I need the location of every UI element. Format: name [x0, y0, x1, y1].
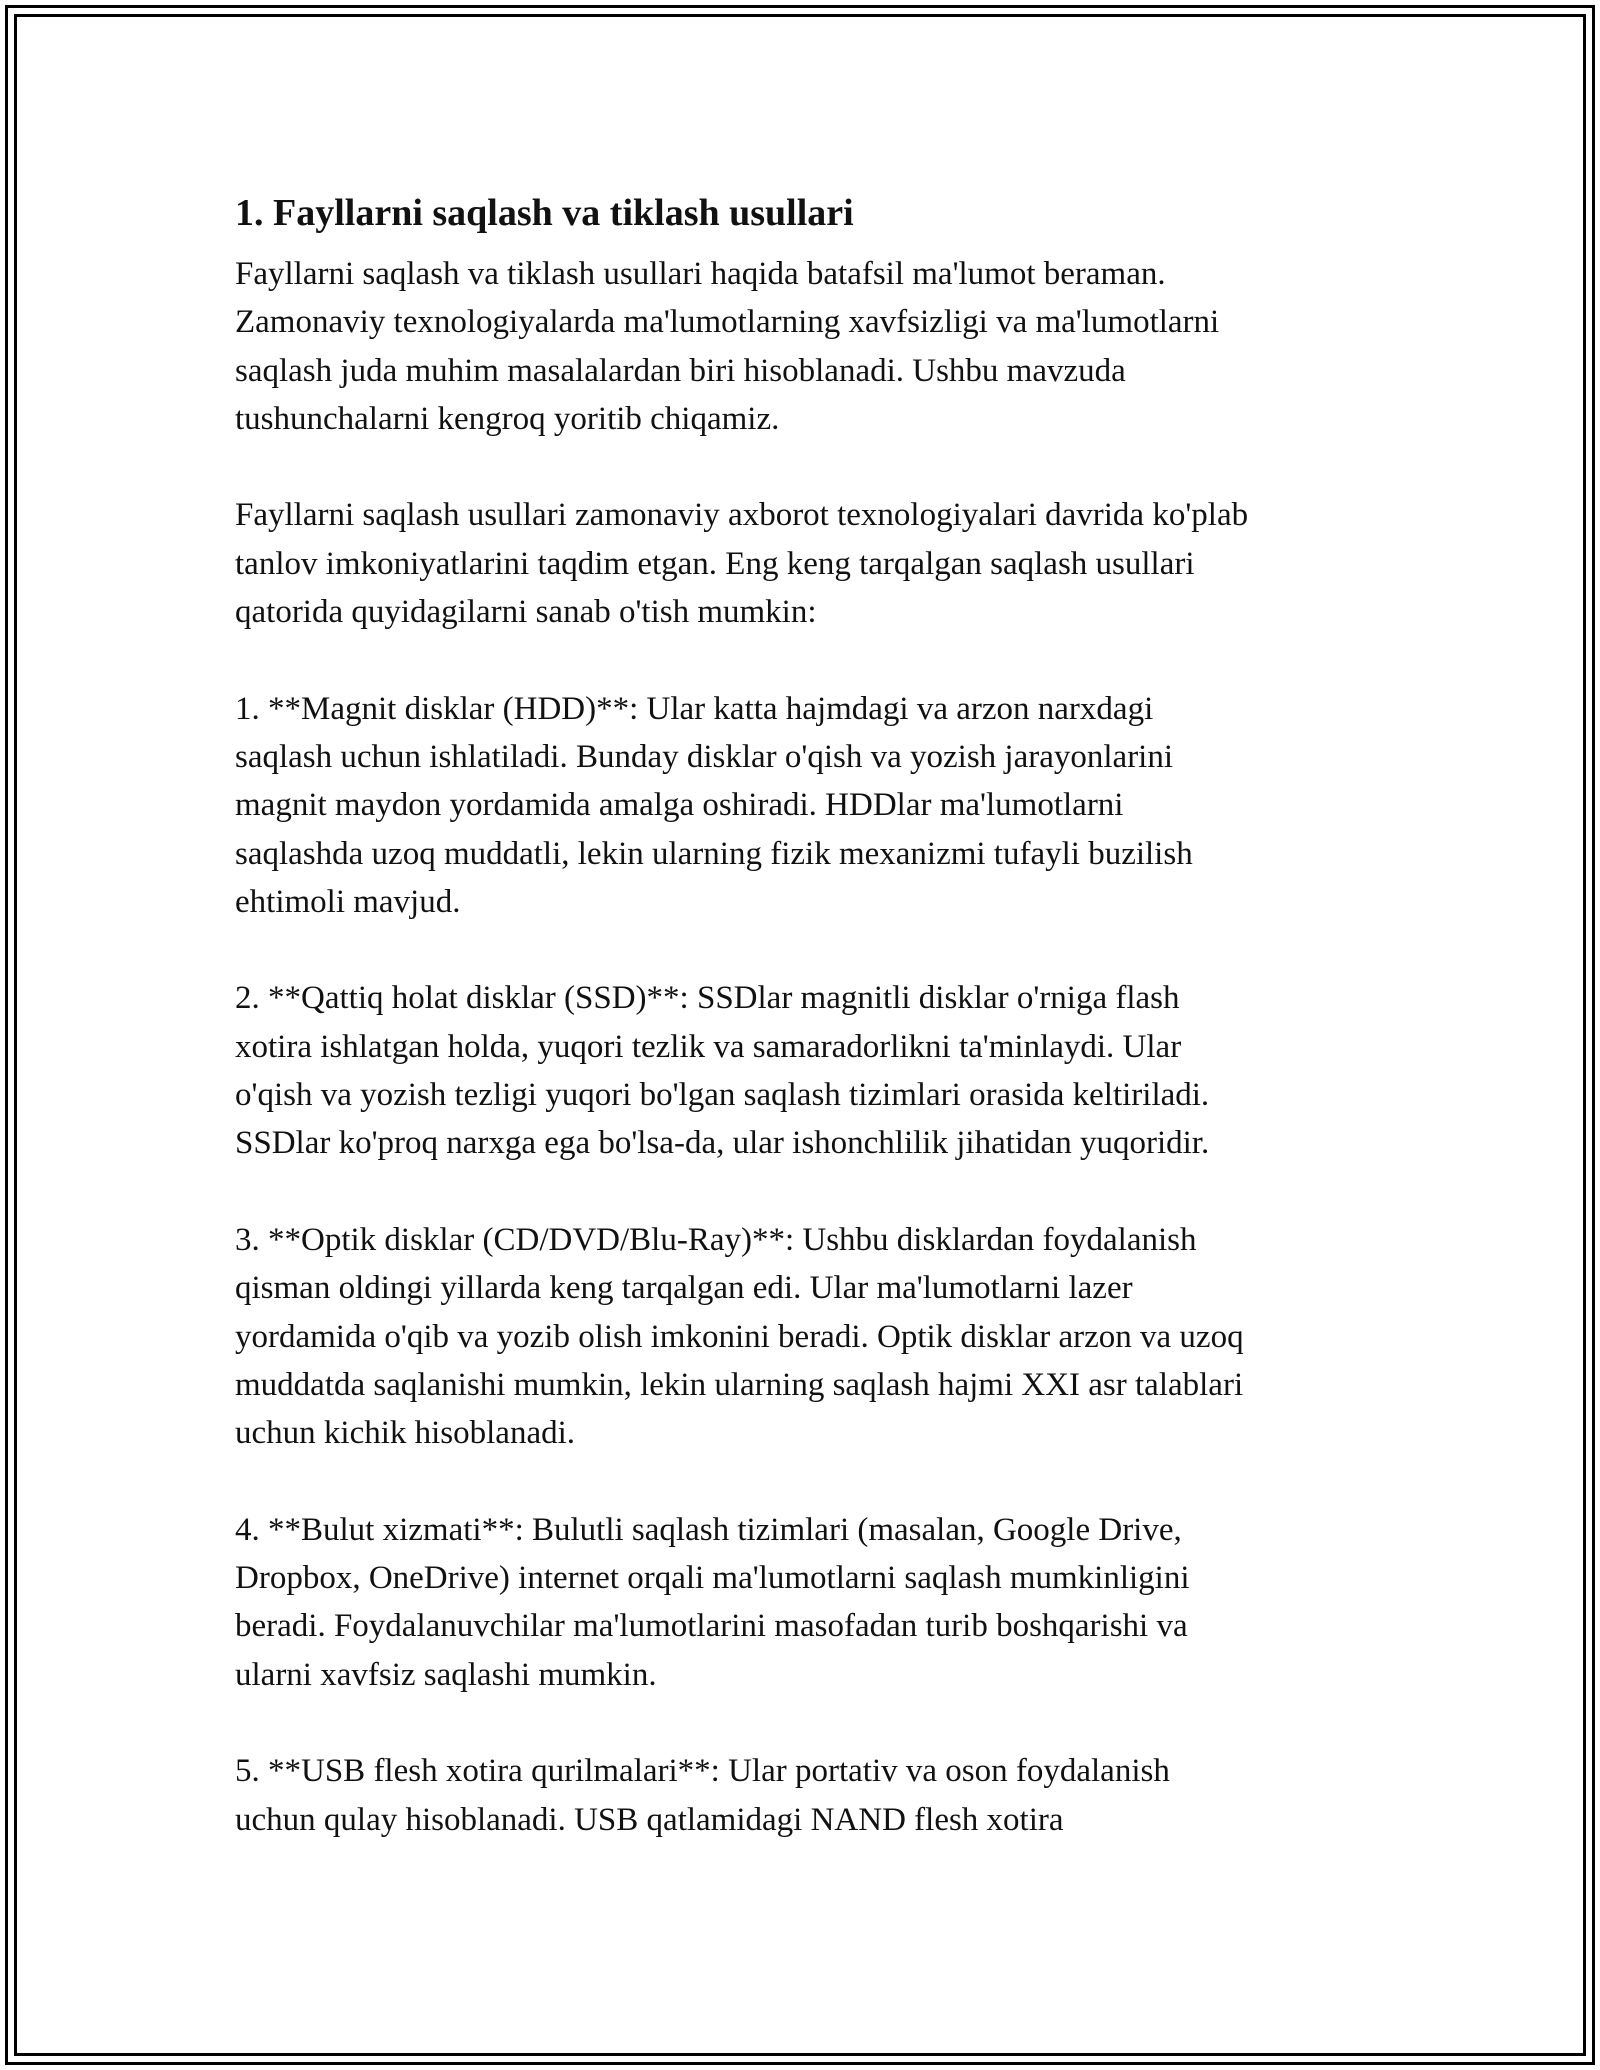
paragraph-hdd: 1. **Magnit disklar (HDD)**: Ular katta hajmdagi va arzon narxdagi saqlash uchun ishlatiladi. Bunday disklar o'qish va yozish jarayonlarini magnit maydon yordamida amalga oshiradi. HDDlar ma'lumotlarni saqlashda uzoq muddatli, lekin ularning fizik mexanizmi tufayli buzilish ehtimoli mavjud.	[235, 690, 1193, 920]
paragraph-usb: 5. **USB flesh xotira qurilmalari**: Ular portativ va oson foydalanish uchun qulay hisoblanadi. USB qatlamidagi NAND flesh xotira	[235, 1753, 1170, 1838]
paragraph-cloud: 4. **Bulut xizmati**: Bulutli saqlash tizimlari (masalan, Google Drive, Dropbox, OneDrive) internet orqali ma'lumotlarni saqlash mumkinligini beradi. Foydalanuvchilar ma'lumotlarini masofadan turib boshqarishi va ularni xavfsiz saqlashi mumkin.	[235, 1511, 1190, 1693]
document-title: 1. Fayllarni saqlash va tiklash usullari	[235, 192, 854, 234]
paragraph-optical: 3. **Optik disklar (CD/DVD/Blu-Ray)**: Ushbu disklardan foydalanish qisman oldingi yillarda keng tarqalgan edi. Ular ma'lumotlarni lazer yordamida o'qib va yozib olish imkonini beradi. Optik disklar arzon va uzoq muddatda saqlanishi mumkin, lekin ularning saqlash hajmi XXI asr talablari uchun kichik hisoblanadi.	[235, 1221, 1244, 1452]
paragraph-intro: Fayllarni saqlash va tiklash usullari haqida batafsil ma'lumot beraman. Zamonaviy texnologiyalarda ma'lumotlarning xavfsizligi va ma'lumotlarni saqlash juda muhim masalalardan biri hisoblanadi. Ushbu mavzuda tushunchalarni kengroq yoritib chiqamiz.	[235, 256, 1220, 437]
paragraph-storage-methods: Fayllarni saqlash usullari zamonaviy axborot texnologiyalari davrida ko'plab tanlov imkoniyatlarini taqdim etgan. Eng keng tarqalgan saqlash usullari qatorida quyidagilarni sanab o'tish mumkin:	[235, 497, 1249, 631]
paragraph-ssd: 2. **Qattiq holat disklar (SSD)**: SSDlar magnitli disklar o'rniga flash xotira ishlatgan holda, yuqori tezlik va samaradorlikni ta'minlaydi. Ular o'qish va yozish tezligi yuqori bo'lgan saqlash tizimlari orasida keltiriladi. SSDlar ko'proq narxga ega bo'lsa-da, ular ishonchlilik jihatidan yuqoridir.	[235, 980, 1210, 1162]
document-body	[235, 186, 1375, 1892]
